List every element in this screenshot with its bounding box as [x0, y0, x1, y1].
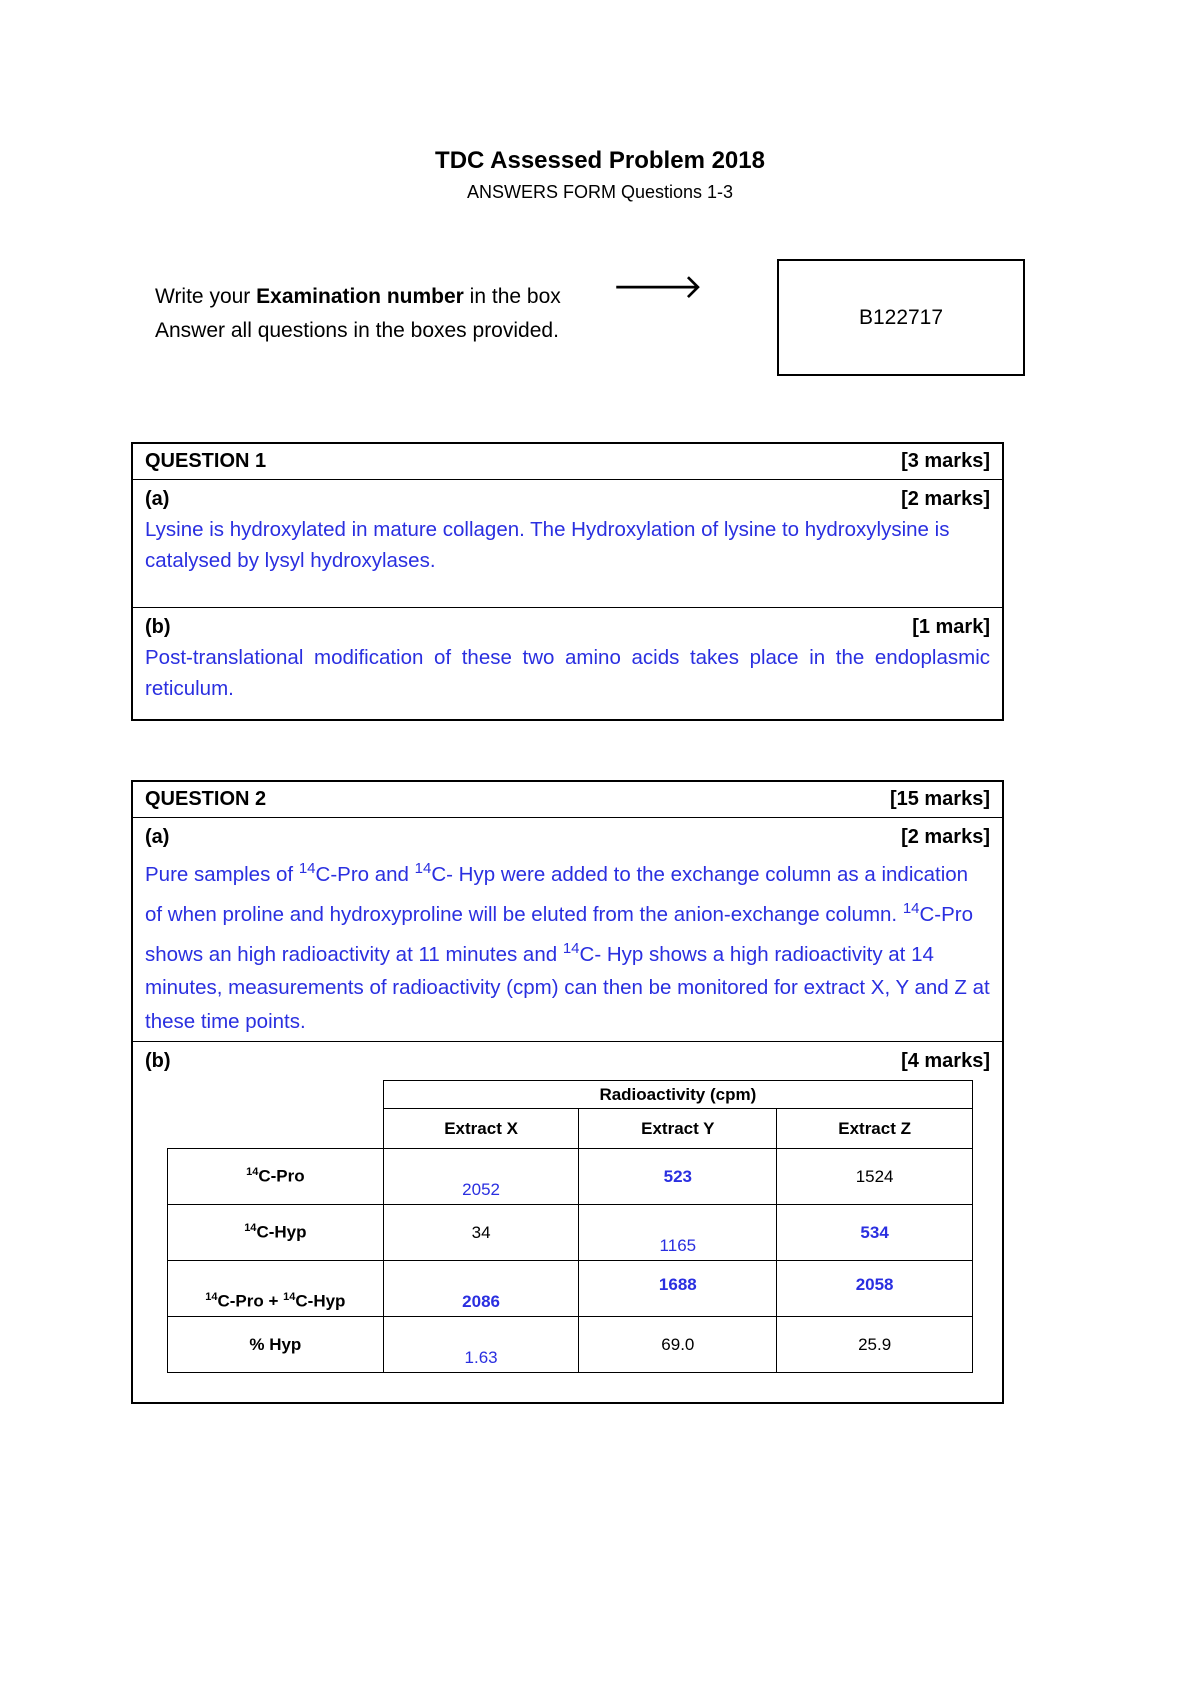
question-2a — [133, 818, 1002, 1042]
table-cell[interactable]: 2086 — [383, 1261, 579, 1317]
table-row — [168, 1149, 973, 1205]
question-1-header — [133, 444, 1002, 480]
table-cell[interactable]: 2058 — [777, 1261, 973, 1317]
question-1b-marks: [1 mark] — [912, 616, 990, 638]
question-2-header — [133, 782, 1002, 818]
question-1-marks: [3 marks] — [901, 450, 990, 472]
question-2b-label: (b) — [145, 1050, 171, 1072]
table-row — [168, 1317, 973, 1373]
page-subtitle: ANSWERS FORM Questions 1-3 — [466, 182, 734, 202]
table-cell[interactable]: 1688 — [579, 1261, 777, 1317]
table-corner — [168, 1081, 384, 1149]
question-2-title: QUESTION 2 — [145, 788, 267, 810]
question-2a-answer[interactable]: Pure samples of $^{14}$C-Pro and $^{14}$C- Hyp were added to the exchange column as a indication of when proline and hydroxyproline will be eluted from the anion-exchange column. $^{14}$C-Pro shows an high radioactivity at 11 minutes and $^{14}$C- Hyp shows a high radioactivity at 14 minutes, measurements of radioactivity (cpm) can then be monitored for extract X, Y and Z at these time points. — [145, 860, 990, 1034]
question-1a-answer[interactable]: Lysine is hydroxylated in mature collagen. The Hydroxylation of lysine to hydroxylysine is catalysed by lysyl hydroxylases. — [145, 518, 950, 572]
exam-number-box[interactable] — [777, 259, 1025, 376]
row-label: % Hyp — [168, 1317, 384, 1373]
table-cell[interactable]: 1.63 — [383, 1317, 579, 1373]
column-header: Extract Z — [777, 1109, 973, 1149]
column-header: Extract Y — [579, 1109, 777, 1149]
question-2-marks: [15 marks] — [889, 788, 990, 810]
question-1a-marks: [2 marks] — [901, 488, 990, 510]
right-arrow-icon: 🡒 — [612, 268, 704, 306]
table-cell[interactable]: 1165 — [579, 1205, 777, 1261]
question-1b — [133, 608, 1002, 719]
question-2b-marks: [4 marks] — [901, 1050, 990, 1072]
question-1b-label: (b) — [145, 616, 171, 638]
question-2a-marks: [2 marks] — [901, 826, 990, 848]
question-1a — [133, 480, 1002, 608]
radioactivity-table — [167, 1080, 973, 1373]
table-cell[interactable]: 534 — [777, 1205, 973, 1261]
row-label: $^{14}$C-Pro — [168, 1149, 384, 1205]
table-row — [168, 1261, 973, 1317]
instruction-bold: Examination number — [256, 285, 464, 308]
instruction-line-2: Answer all questions in the boxes provided. — [155, 319, 559, 342]
question-1a-label: (a) — [145, 488, 170, 510]
table-group-header: Radioactivity (cpm) — [383, 1081, 972, 1109]
row-label: $^{14}$C-Pro + $^{14}$C-Hyp — [168, 1261, 384, 1317]
table-cell[interactable]: 25.9 — [777, 1317, 973, 1373]
table-row — [168, 1205, 973, 1261]
table-cell[interactable]: 1524 — [777, 1149, 973, 1205]
question-2a-label: (a) — [145, 826, 170, 848]
column-header: Extract X — [383, 1109, 579, 1149]
instructions — [155, 280, 561, 348]
table-cell[interactable]: 34 — [383, 1205, 579, 1261]
table-cell[interactable]: 69.0 — [579, 1317, 777, 1373]
table-cell[interactable]: 523 — [579, 1149, 777, 1205]
exam-number: B122717 — [858, 305, 944, 329]
question-1b-answer[interactable]: Post-translational modification of these two amino acids takes place in the endoplasmic reticulum. — [145, 646, 990, 700]
instruction-line-1: Write your Examination number in the box — [155, 285, 561, 308]
question-1-box — [131, 442, 1004, 721]
question-1-title: QUESTION 1 — [145, 450, 267, 472]
table-cell[interactable]: 2052 — [383, 1149, 579, 1205]
row-label: $^{14}$C-Hyp — [168, 1205, 384, 1261]
page-title: TDC Assessed Problem 2018 — [435, 147, 765, 174]
